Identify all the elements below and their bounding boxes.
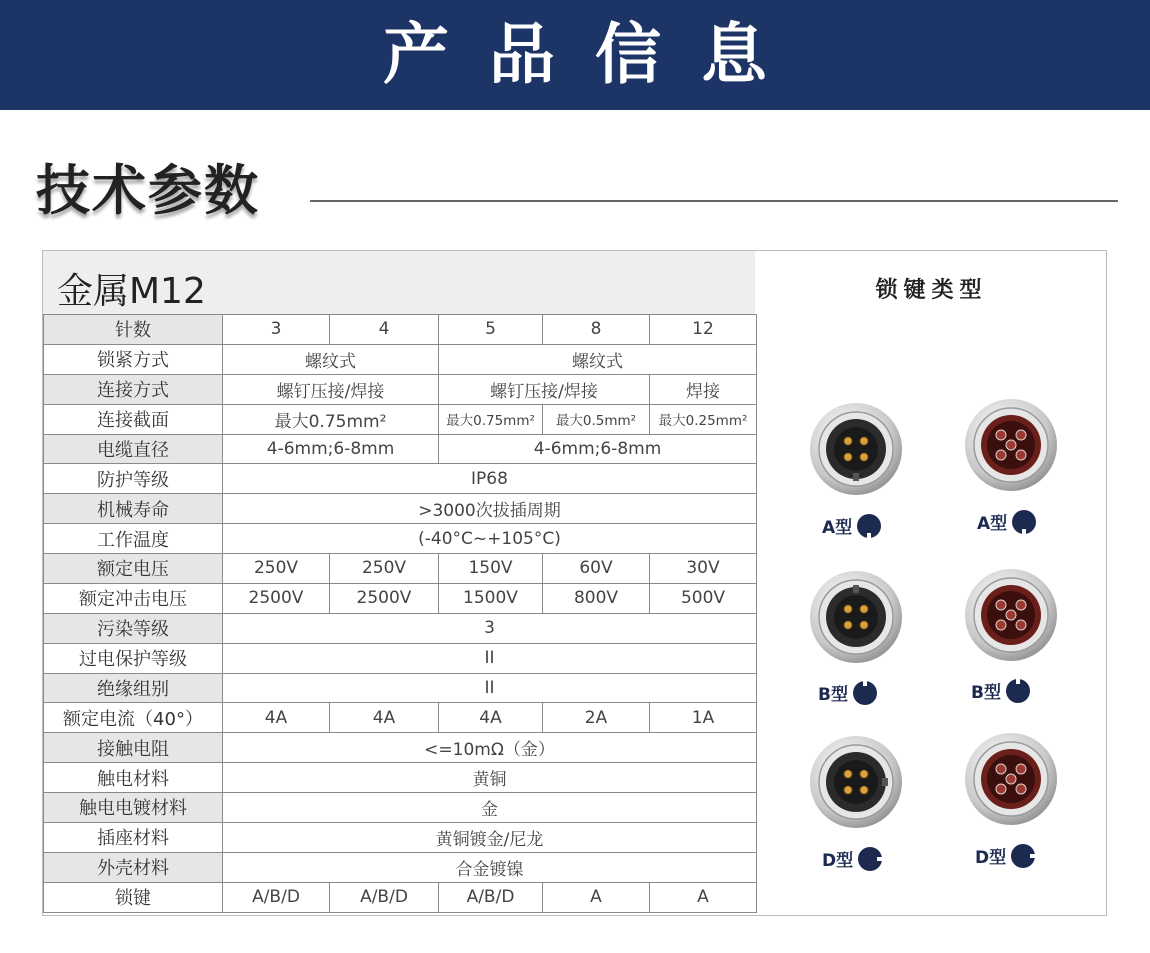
key-d-symbol-icon [1010, 843, 1036, 869]
row-label: 针数 [44, 315, 223, 345]
table-row [44, 374, 757, 404]
table-cell: 800V [543, 583, 650, 613]
table-cell: 250V [223, 554, 330, 584]
table-row [44, 703, 757, 733]
row-label: 防护等级 [44, 464, 223, 494]
table-cell: 4-6mm;6-8mm [439, 434, 757, 464]
table-cell: 250V [330, 554, 439, 584]
table-cell: 3 [223, 613, 757, 643]
table-cell: A/B/D [330, 882, 439, 912]
table-row [44, 793, 757, 823]
row-label: 电缆直径 [44, 434, 223, 464]
table-cell: IP68 [223, 464, 757, 494]
connector-d-male-image [808, 734, 904, 830]
table-cell: 2500V [330, 583, 439, 613]
table-cell: 螺纹式 [223, 344, 439, 374]
connector-a-male-image [808, 401, 904, 497]
lock-key-label-text: A型 [822, 518, 853, 538]
row-label: 外壳材料 [44, 852, 223, 882]
connector-b-female-image [963, 567, 1059, 663]
key-b-symbol-icon [1005, 678, 1031, 704]
key-d-symbol-icon [857, 846, 883, 872]
table-cell: 150V [439, 554, 543, 584]
banner-title: 产品信息 [383, 16, 807, 93]
table-cell: 4A [223, 703, 330, 733]
lock-key-label-text: B型 [971, 683, 1001, 703]
table-cell: <=10mΩ（金） [223, 733, 757, 763]
lock-key-label [822, 846, 883, 872]
table-cell: 1A [650, 703, 757, 733]
table-row [44, 852, 757, 882]
lock-key-panel [756, 251, 1107, 915]
lock-key-label [971, 678, 1031, 704]
lock-key-label [975, 843, 1036, 869]
table-cell: 最大0.5mm² [543, 404, 650, 434]
lock-key-title: 锁键类型 [875, 278, 988, 303]
spec-table [43, 314, 757, 913]
table-cell: A/B/D [439, 882, 543, 912]
table-cell: 3 [223, 315, 330, 345]
row-label: 插座材料 [44, 822, 223, 852]
table-cell: 4A [330, 703, 439, 733]
key-a-symbol-icon [856, 513, 882, 539]
connector-d-female-image [963, 731, 1059, 827]
table-cell: 最大0.75mm² [223, 404, 439, 434]
table-row [44, 554, 757, 584]
table-cell: 2500V [223, 583, 330, 613]
lock-key-label-text: D型 [822, 851, 854, 871]
row-label: 额定冲击电压 [44, 583, 223, 613]
row-label: 锁键 [44, 882, 223, 912]
key-b-symbol-icon [852, 680, 878, 706]
spec-panel [42, 250, 1107, 916]
table-cell: 最大0.75mm² [439, 404, 543, 434]
table-row [44, 763, 757, 793]
row-label: 机械寿命 [44, 494, 223, 524]
lock-key-label-text: A型 [977, 514, 1008, 534]
connector-a-female-image [963, 397, 1059, 493]
row-label: 绝缘组别 [44, 673, 223, 703]
table-cell: 500V [650, 583, 757, 613]
table-row [44, 315, 757, 345]
table-cell: 60V [543, 554, 650, 584]
row-label: 触电电镀材料 [44, 793, 223, 823]
row-label: 连接方式 [44, 374, 223, 404]
table-cell: 螺钉压接/焊接 [223, 374, 439, 404]
table-row [44, 344, 757, 374]
table-cell: 最大0.25mm² [650, 404, 757, 434]
row-label: 工作温度 [44, 524, 223, 554]
table-cell: A/B/D [223, 882, 330, 912]
row-label: 接触电阻 [44, 733, 223, 763]
row-label: 过电保护等级 [44, 643, 223, 673]
header-banner [0, 0, 1150, 110]
table-row [44, 524, 757, 554]
table-cell: 合金镀镍 [223, 852, 757, 882]
table-row [44, 613, 757, 643]
table-cell: 金 [223, 793, 757, 823]
table-cell: 4-6mm;6-8mm [223, 434, 439, 464]
table-row [44, 434, 757, 464]
table-cell: (-40°C~+105°C) [223, 524, 757, 554]
table-row [44, 673, 757, 703]
table-row [44, 464, 757, 494]
table-row [44, 822, 757, 852]
table-row [44, 583, 757, 613]
table-cell: 8 [543, 315, 650, 345]
table-cell: 焊接 [650, 374, 757, 404]
table-row [44, 643, 757, 673]
table-row [44, 882, 757, 912]
table-row [44, 404, 757, 434]
row-label: 额定电压 [44, 554, 223, 584]
table-row [44, 733, 757, 763]
table-cell: 螺纹式 [439, 344, 757, 374]
table-cell: A [543, 882, 650, 912]
section-title: 技术参数 [36, 159, 260, 222]
key-a-symbol-icon [1011, 509, 1037, 535]
table-cell: 5 [439, 315, 543, 345]
table-cell: A [650, 882, 757, 912]
table-cell: 4A [439, 703, 543, 733]
table-cell: >3000次拔插周期 [223, 494, 757, 524]
lock-key-label [822, 513, 882, 539]
table-cell: 螺钉压接/焊接 [439, 374, 650, 404]
lock-key-label-text: B型 [818, 685, 848, 705]
table-cell: 4 [330, 315, 439, 345]
table-cell: 2A [543, 703, 650, 733]
section-divider [310, 200, 1118, 202]
connector-b-male-image [808, 569, 904, 665]
row-label: 触电材料 [44, 763, 223, 793]
table-cell: 30V [650, 554, 757, 584]
row-label: 额定电流（40°） [44, 703, 223, 733]
row-label: 锁紧方式 [44, 344, 223, 374]
table-cell: II [223, 643, 757, 673]
row-label: 连接截面 [44, 404, 223, 434]
table-cell: II [223, 673, 757, 703]
table-header [43, 251, 755, 314]
table-cell: 黄铜 [223, 763, 757, 793]
table-cell: 12 [650, 315, 757, 345]
table-cell: 黄铜镀金/尼龙 [223, 822, 757, 852]
lock-key-label [818, 680, 878, 706]
table-title: 金属M12 [57, 271, 206, 312]
lock-key-label-text: D型 [975, 848, 1007, 868]
table-cell: 1500V [439, 583, 543, 613]
lock-key-label [977, 509, 1037, 535]
row-label: 污染等级 [44, 613, 223, 643]
table-row [44, 494, 757, 524]
